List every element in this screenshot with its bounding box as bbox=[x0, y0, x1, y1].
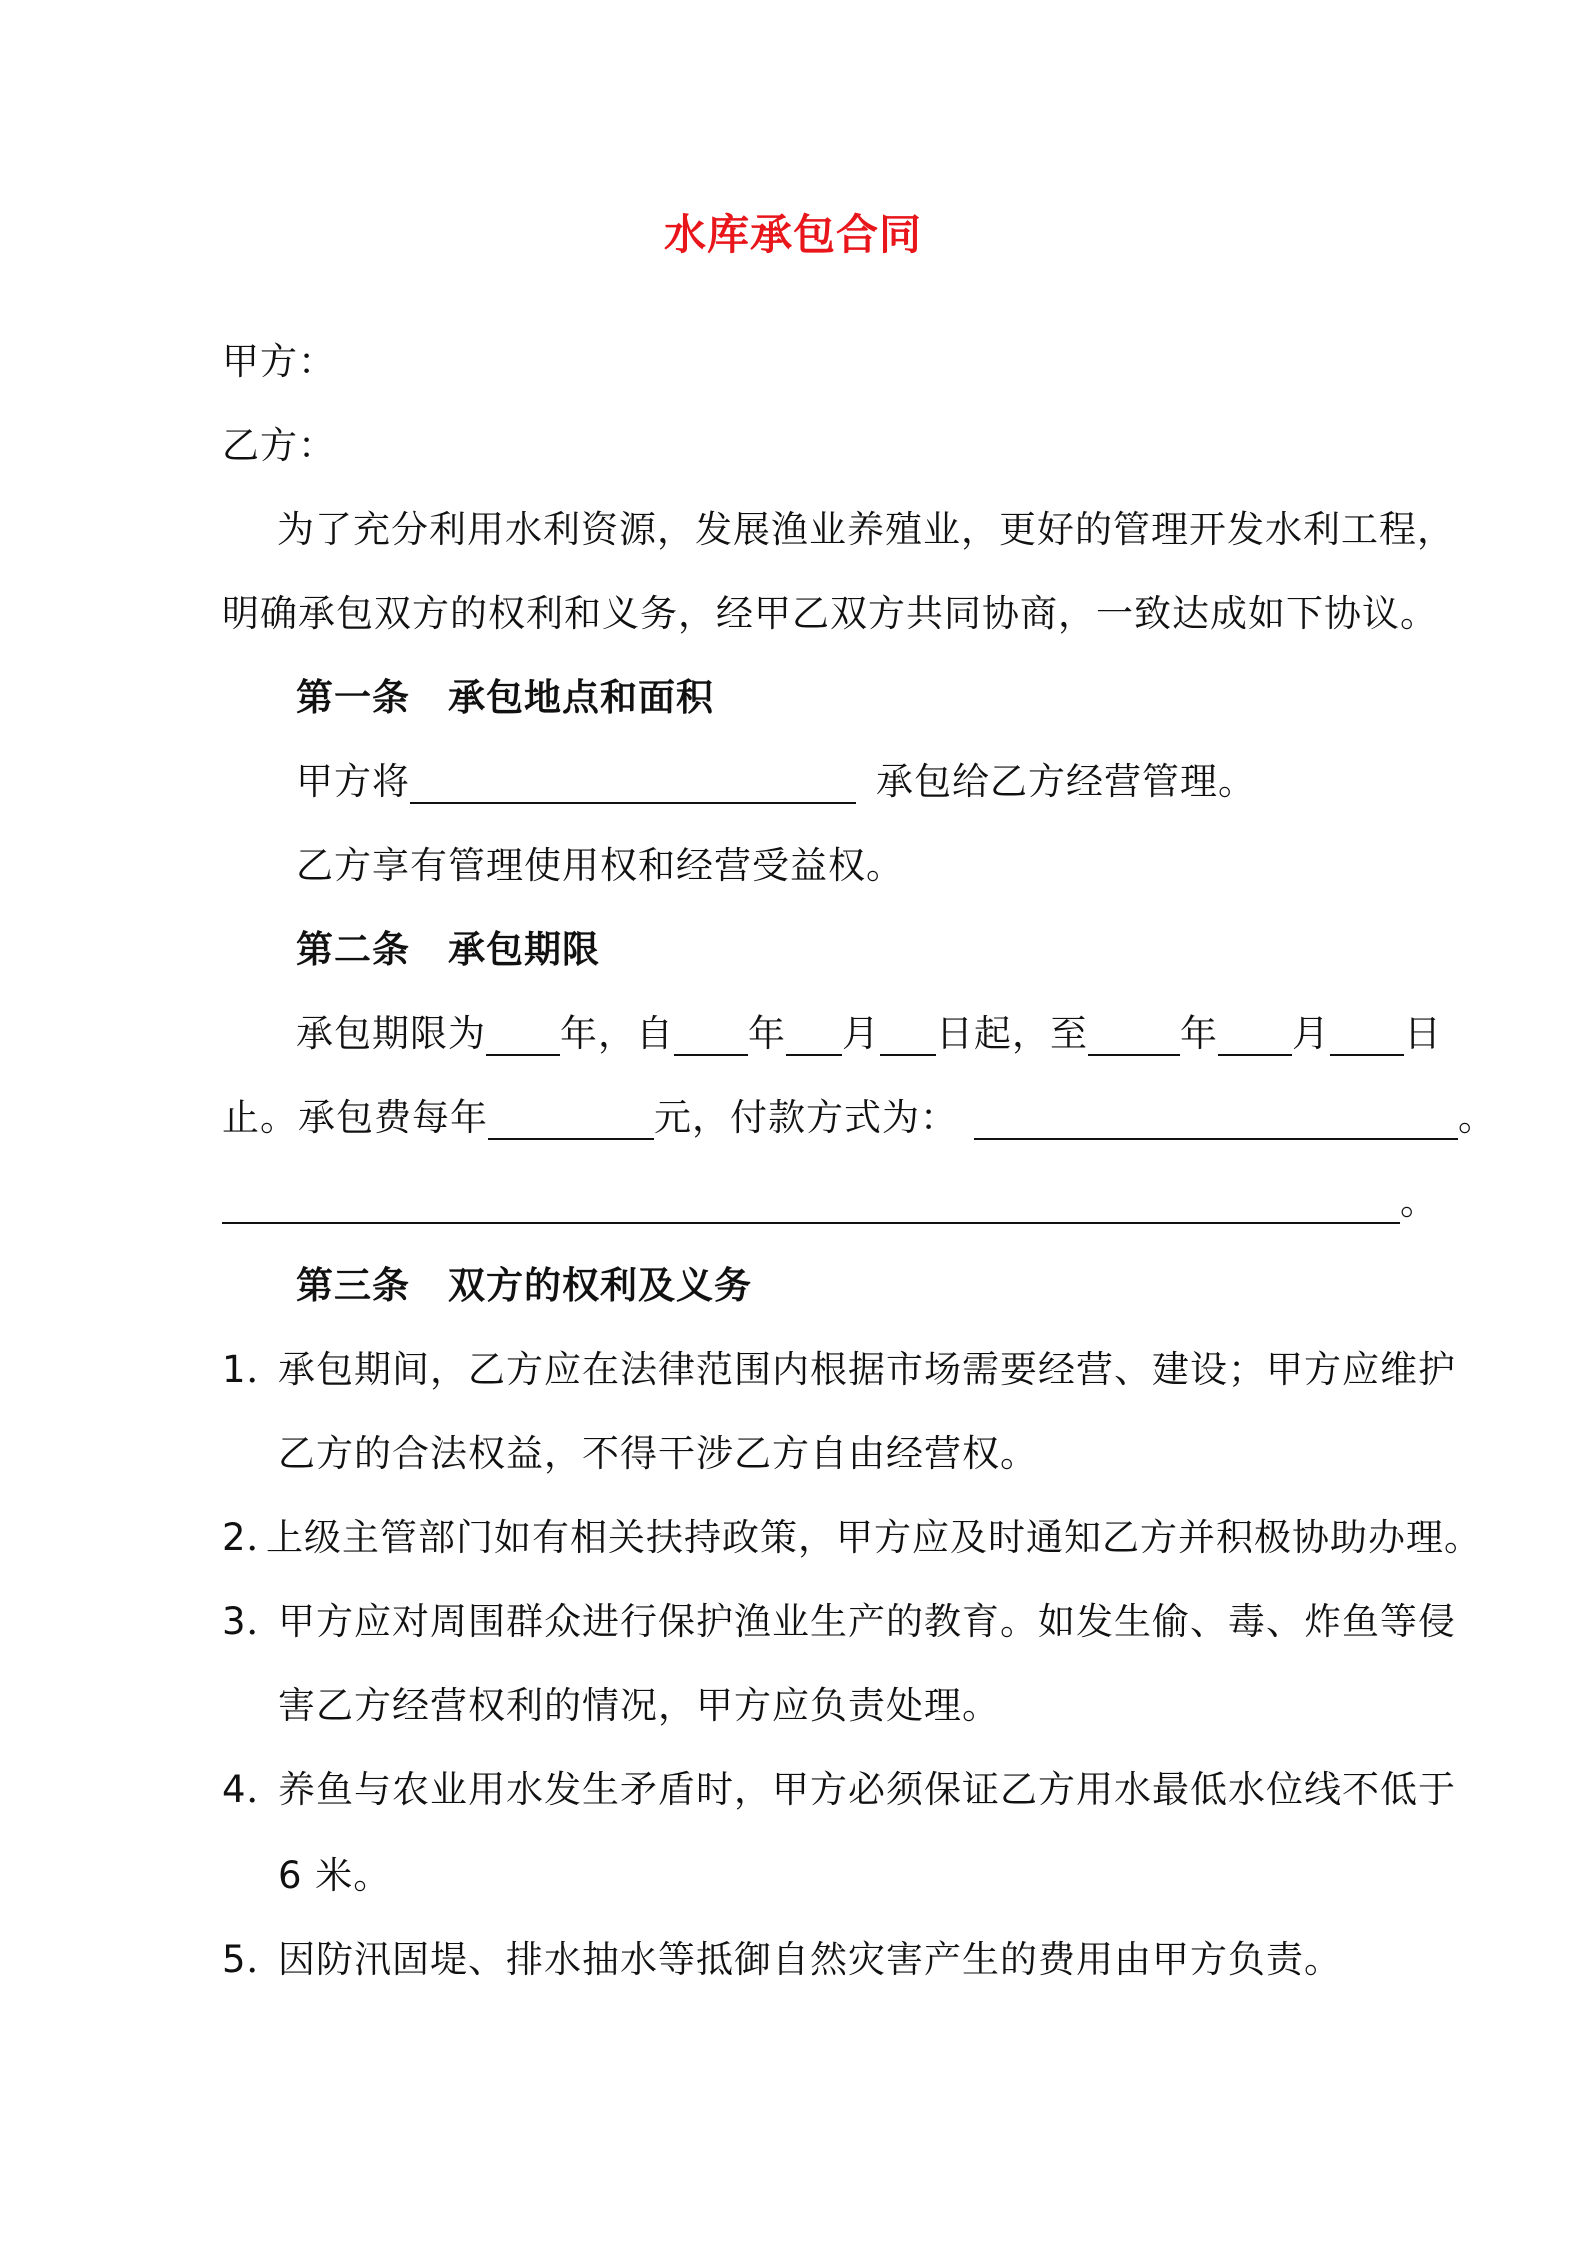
location-blank[interactable] bbox=[410, 762, 856, 804]
term-years-blank[interactable] bbox=[486, 1014, 560, 1056]
article2-line1 bbox=[296, 1010, 1442, 1058]
article1-heading-text: 承包地点和面积 bbox=[448, 676, 714, 719]
list-item-number: 2． bbox=[222, 1516, 285, 1559]
end-year-label: 年 bbox=[1180, 1012, 1218, 1055]
article1-heading bbox=[296, 674, 714, 722]
list-item-text: 因防汛固堤、排水抽水等抵御自然灾害产生的费用由甲方负责。 bbox=[278, 1938, 1342, 1981]
end-year-blank[interactable] bbox=[1088, 1014, 1180, 1056]
list-item bbox=[222, 1346, 1456, 1394]
article1-line2: 乙方享有管理使用权和经营受益权。 bbox=[296, 844, 904, 887]
start-year-label: 年 bbox=[748, 1012, 786, 1055]
list-item bbox=[222, 1766, 1456, 1814]
line2-period: 。 bbox=[1458, 1096, 1496, 1139]
list-item-continuation: 6 米。 bbox=[278, 1854, 392, 1897]
article3-heading-number: 第三条 bbox=[296, 1264, 410, 1307]
end-day-label: 日 bbox=[1404, 1012, 1442, 1055]
article2-heading-number: 第二条 bbox=[296, 928, 410, 971]
annual-fee-blank[interactable] bbox=[488, 1098, 654, 1140]
line3-period: 。 bbox=[1400, 1180, 1438, 1223]
party-b-label: 乙方： bbox=[222, 424, 336, 467]
list-item-number: 5． bbox=[222, 1938, 285, 1981]
article1-line1-suffix: 承包给乙方经营管理。 bbox=[876, 760, 1256, 803]
list-item-text: 甲方应对周围群众进行保护渔业生产的教育。如发生偷、毒、炸鱼等侵 bbox=[278, 1600, 1456, 1643]
term-from-label: 年，自 bbox=[560, 1012, 674, 1055]
start-year-blank[interactable] bbox=[674, 1014, 748, 1056]
article2-heading bbox=[296, 926, 600, 974]
list-item bbox=[222, 1598, 1456, 1646]
list-item-text: 承包期间，乙方应在法律范围内根据市场需要经营、建设；甲方应维护 bbox=[278, 1348, 1456, 1391]
article3-heading-text: 双方的权利及义务 bbox=[448, 1264, 752, 1307]
document-title: 水库承包合同 bbox=[663, 210, 922, 259]
article1-line1-prefix: 甲方将 bbox=[296, 760, 410, 803]
list-item-number: 4． bbox=[222, 1768, 285, 1811]
article3-heading bbox=[296, 1262, 752, 1310]
payment-method-label: 元，付款方式为： bbox=[654, 1096, 958, 1139]
list-item-continuation: 乙方的合法权益，不得干涉乙方自由经营权。 bbox=[278, 1432, 1038, 1475]
article2-heading-text: 承包期限 bbox=[448, 928, 600, 971]
end-day-blank[interactable] bbox=[1330, 1014, 1404, 1056]
list-item-continuation: 害乙方经营权利的情况，甲方应负责处理。 bbox=[278, 1684, 1000, 1727]
article2-line3 bbox=[222, 1178, 1438, 1226]
list-item-text: 养鱼与农业用水发生矛盾时，甲方必须保证乙方用水最低水位线不低于 bbox=[278, 1768, 1456, 1811]
intro-paragraph-line1: 为了充分利用水利资源，发展渔业养殖业，更好的管理开发水利工程， bbox=[277, 508, 1455, 551]
start-day-blank[interactable] bbox=[880, 1014, 936, 1056]
list-item-number: 3． bbox=[222, 1600, 285, 1643]
payment-method-blank[interactable] bbox=[974, 1098, 1458, 1140]
list-item bbox=[222, 1514, 1482, 1562]
end-month-blank[interactable] bbox=[1218, 1014, 1292, 1056]
start-month-blank[interactable] bbox=[786, 1014, 842, 1056]
list-item-text: 上级主管部门如有相关扶持政策，甲方应及时通知乙方并积极协助办理。 bbox=[266, 1516, 1482, 1559]
article2-line2 bbox=[222, 1094, 1496, 1142]
payment-method-continued-blank[interactable] bbox=[222, 1182, 1400, 1224]
end-month-label: 月 bbox=[1292, 1012, 1330, 1055]
start-day-label: 日起，至 bbox=[936, 1012, 1088, 1055]
party-a-label: 甲方： bbox=[222, 340, 336, 383]
list-item-number: 1． bbox=[222, 1348, 285, 1391]
term-label: 承包期限为 bbox=[296, 1012, 486, 1055]
article1-heading-number: 第一条 bbox=[296, 676, 410, 719]
list-item bbox=[222, 1936, 1342, 1984]
intro-paragraph-line2: 明确承包双方的权利和义务，经甲乙双方共同协商，一致达成如下协议。 bbox=[222, 592, 1438, 635]
article1-line1 bbox=[296, 758, 1256, 806]
start-month-label: 月 bbox=[842, 1012, 880, 1055]
fee-label: 止。承包费每年 bbox=[222, 1096, 488, 1139]
